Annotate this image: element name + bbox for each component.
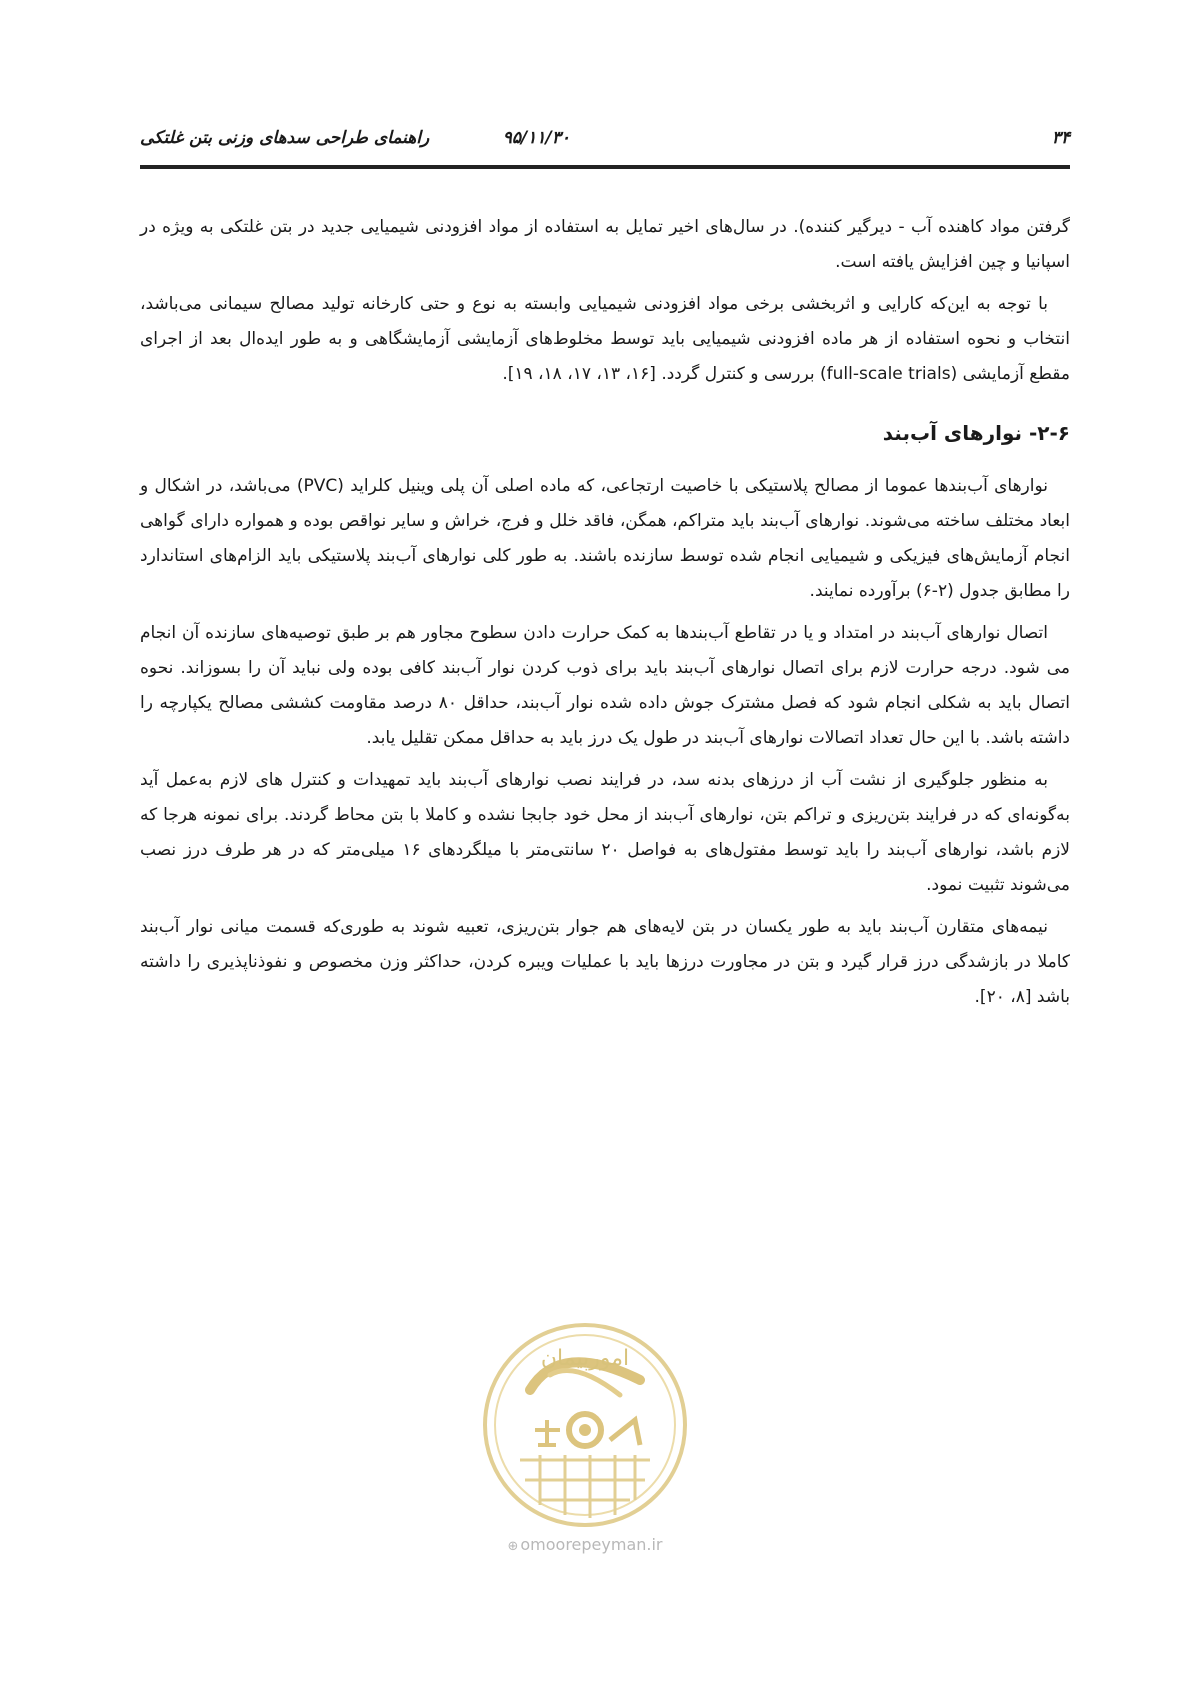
globe-icon: ⊕ [507, 1539, 519, 1554]
section-heading: ۲-۶- نوارهای آب‌بند [882, 421, 1070, 445]
watermark-website-text: omoorepeyman.ir [520, 1535, 663, 1554]
header-divider [140, 165, 1070, 169]
document-title: راهنمای طراحی سدهای وزنی بتن غلتکی [140, 128, 430, 148]
paragraph-3: نوارهای آب‌بندها عموما از مصالح پلاستیکی با خاصیت ارتجاعی، که ماده اصلی آن پلی وینیل کلراید (PVC) می‌باشد، در اشکال و ابعاد مختلف ساخته می‌شوند. نوارهای آب‌بند باید متراکم، همگن، فاقد خلل و فرج، خراش و سایر نواقص بوده و همواره دارای گواهی انجام آزمایش‌های فیزیکی و شیمیایی انجام شده توسط سازنده باشند. به طور کلی نوارهای آب‌بند پلاستیکی باید الزام‌های استاندارد را مطابق جدول (۲-۶) برآورده نمایند. [140, 476, 1070, 601]
paragraph-4: اتصال نوارهای آب‌بند در امتداد و یا در تقاطع آب‌بندها به کمک حرارت دادن سطوح مجاور هم بر طبق توصیه‌های سازنده آن انجام می شود. درجه حرارت لازم برای اتصال نوارهای آب‌بند باید برای ذوب کردن نوار آب‌بند کافی بوده ولی نباید آن را بسوزاند. نحوه اتصال باید به شکلی انجام شود که فصل مشترک جوش داده شده نوار آب‌بند، حداقل ۸۰ درصد مقاومت کششی مصالح یکپارچه را داشته باشد. با این حال تعداد اتصالات نوارهای آب‌بند در طول یک درز باید به حداقل ممکن تقلیل یابد. [140, 623, 1070, 748]
watermark-logo [480, 1320, 690, 1530]
page-number: ۳۴ [1051, 128, 1070, 148]
page-header [140, 128, 1070, 160]
header-date: ۹۵/۱۱/۳۰ [502, 128, 570, 148]
watermark-website [470, 1535, 700, 1554]
paragraph-2: با توجه به این‌که کارایی و اثربخشی برخی مواد افزودنی شیمیایی وابسته به نوع و حتی کارخانه تولید مصالح سیمانی می‌باشد، انتخاب و نحوه استفاده از هر ماده افزودنی شیمیایی باید توسط مخلوط‌های آزمایشی آزمایشگاهی و به طور ایده‌ال بعد از اجرای مقطع آزمایشی (full-scale trials) بررسی و کنترل گردد. [۱۶، ۱۳، ۱۷، ۱۸، ۱۹]. [140, 294, 1070, 384]
paragraph-1: گرفتن مواد کاهنده آب - دیرگیر کننده). در سال‌های اخیر تمایل به استفاده از مواد افزودنی شیمیایی جدید در بتن غلتکی به ویژه در اسپانیا و چین افزایش یافته است. [140, 217, 1070, 272]
paragraph-6: نیمه‌های متقارن آب‌بند باید به طور یکسان در بتن لایه‌های هم جوار بتن‌ریزی، تعبیه شوند به طوری‌که قسمت میانی نوار آب‌بند کاملا در بازشدگی درز قرار گیرد و بتن در مجاورت درزها باید با عملیات ویبره کردن، حداکثر وزن مخصوص و نفوذناپذیری را داشته باشد [۸، ۲۰]. [140, 917, 1070, 1007]
document-body [140, 210, 1070, 1022]
watermark-logo-text: امورپیمان [540, 1346, 630, 1371]
paragraph-5: به منظور جلوگیری از نشت آب از درزهای بدنه سد، در فرایند نصب نوارهای آب‌بند باید تمهیدات و کنترل های لازم به‌عمل آید به‌گونه‌ای که در فرایند بتن‌ریزی و تراکم بتن، نوارهای آب‌بند از محل خود جابجا نشده و کاملا با بتن محاط گردند. برای نمونه هرجا که لازم باشد، نوارهای آب‌بند را باید توسط مفتول‌های به فواصل ۲۰ سانتی‌متر با میلگردهای ۱۶ میلی‌متر که در هر طرف درز نصب می‌شوند تثبیت نمود. [140, 770, 1071, 895]
